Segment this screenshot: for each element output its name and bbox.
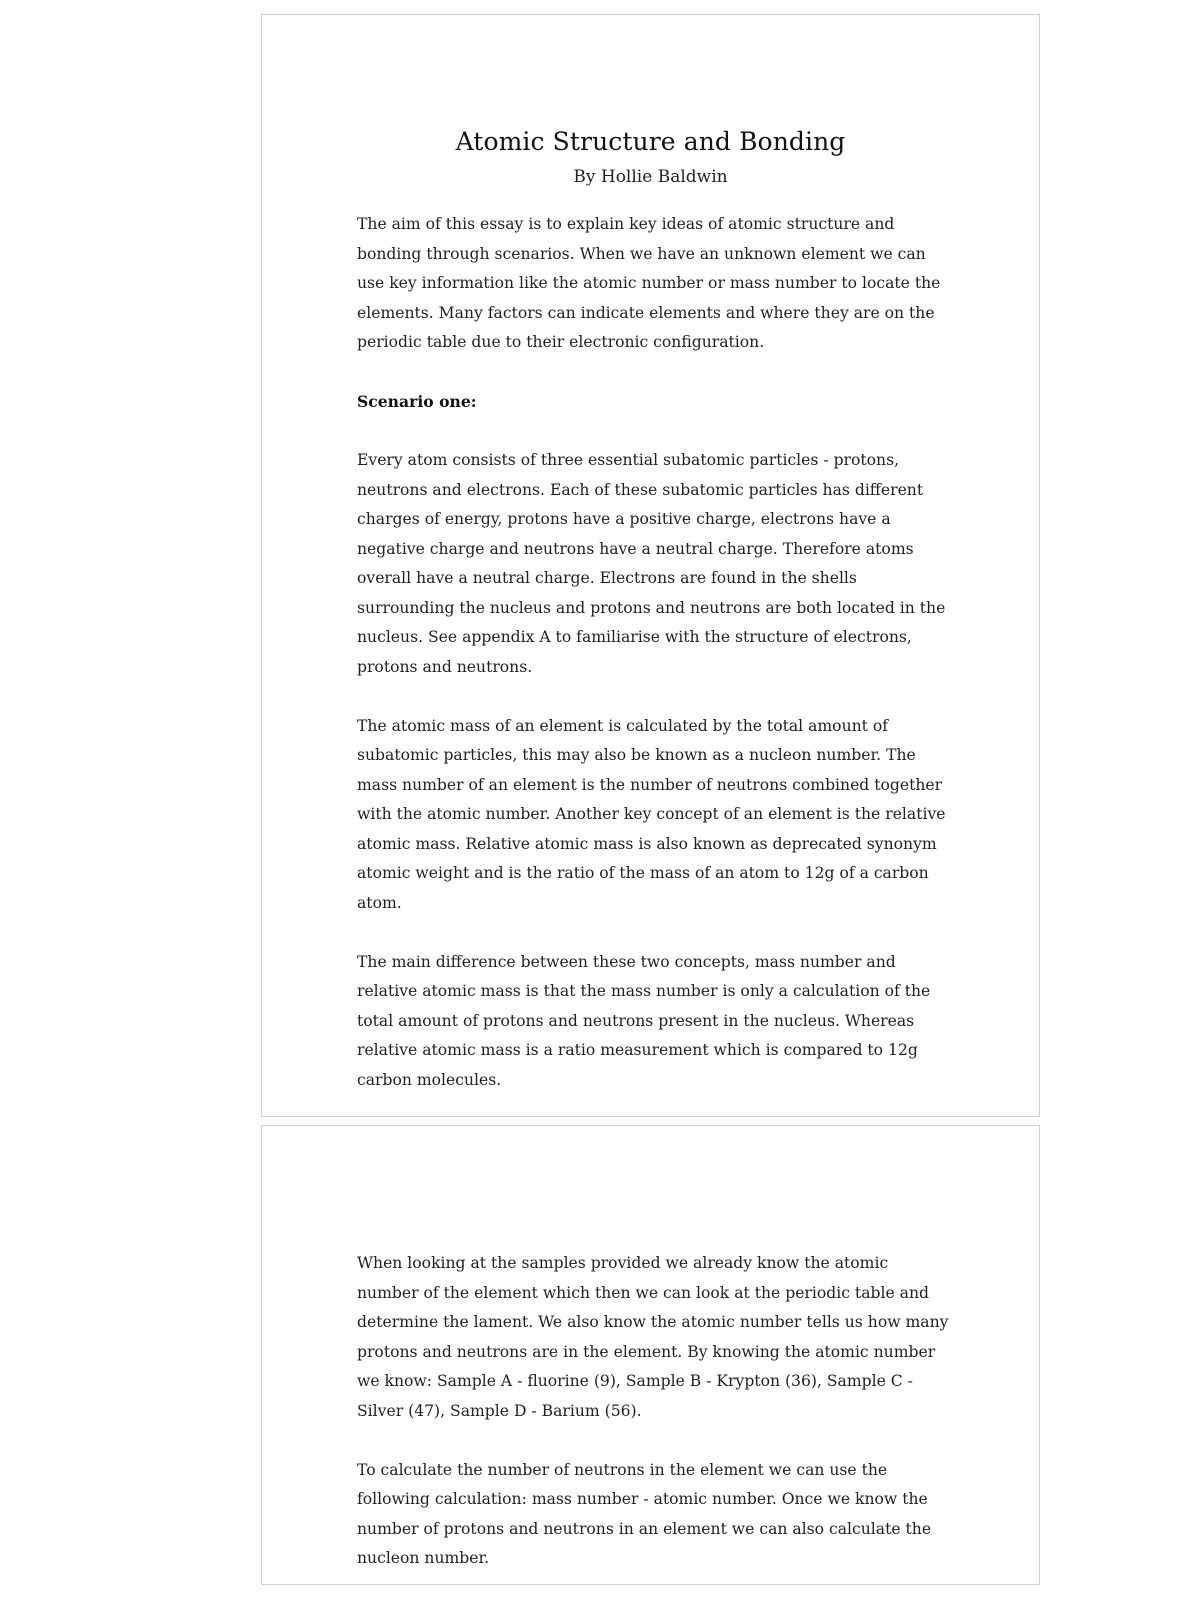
intro-paragraph: The aim of this essay is to explain key ideas of atomic structure and bonding through scenarios. When we have an unknown element we can use key information like the atomic number or mass number to locate the elements. Many factors can indicate elements and where they are on the periodic table due to their electronic configuration. xyxy=(357,215,941,351)
document-title: Atomic Structure and Bonding xyxy=(455,127,846,156)
page-2-body xyxy=(357,1249,952,1603)
document-author: By Hollie Baldwin xyxy=(573,167,728,187)
atomic-mass-paragraph: The atomic mass of an element is calculated by the total amount of subatomic particles, this may also be known as a nucleon number. The mass number of an element is the number of neutrons combined together with the atomic number. Another key concept of an element is the relative atomic mass. Relative atomic mass is also known as deprecated synonym atomic weight and is the ratio of the mass of an atom to 12g of a carbon atom. xyxy=(357,716,946,912)
page-1-body xyxy=(357,210,952,1125)
samples-paragraph: When looking at the samples provided we already know the atomic number of the element which then we can look at the periodic table and determine the lament. We also know the atomic number tells us how many protons and neutrons are in the element. By knowing the atomic number we know: Sample A - fluorine (9), Sample B - Krypton (36), Sample C - Silver (47), Sample D - Barium (56). xyxy=(357,1254,949,1420)
subatomic-particles-paragraph: Every atom consists of three essential subatomic particles - protons, neutrons and electrons. Each of these subatomic particles has different charges of energy, protons have a positive charge, electrons have a negative charge and neutrons have a neutral charge. Therefore atoms overall have a neutral charge. Electrons are found in the shells surrounding the nucleus and protons and neutrons are both located in the nucleus. See appendix A to familiarise with the structure of electrons, protons and neutrons. xyxy=(357,451,946,676)
scenario-heading: Scenario one: xyxy=(357,392,477,411)
difference-paragraph: The main difference between these two concepts, mass number and relative atomic mass is that the mass number is only a calculation of the total amount of protons and neutrons present in the nucleus. Whereas relative atomic mass is a ratio measurement which is compared to 12g carbon molecules. xyxy=(357,952,931,1089)
neutron-calculation-paragraph: To calculate the number of neutrons in the element we can use the following calculation: mass number - atomic number. Once we know the number of protons and neutrons in an element we can also calculate the nucleon number. xyxy=(357,1460,932,1567)
document-page-2 xyxy=(261,1125,1040,1585)
document-page-1 xyxy=(261,14,1040,1117)
